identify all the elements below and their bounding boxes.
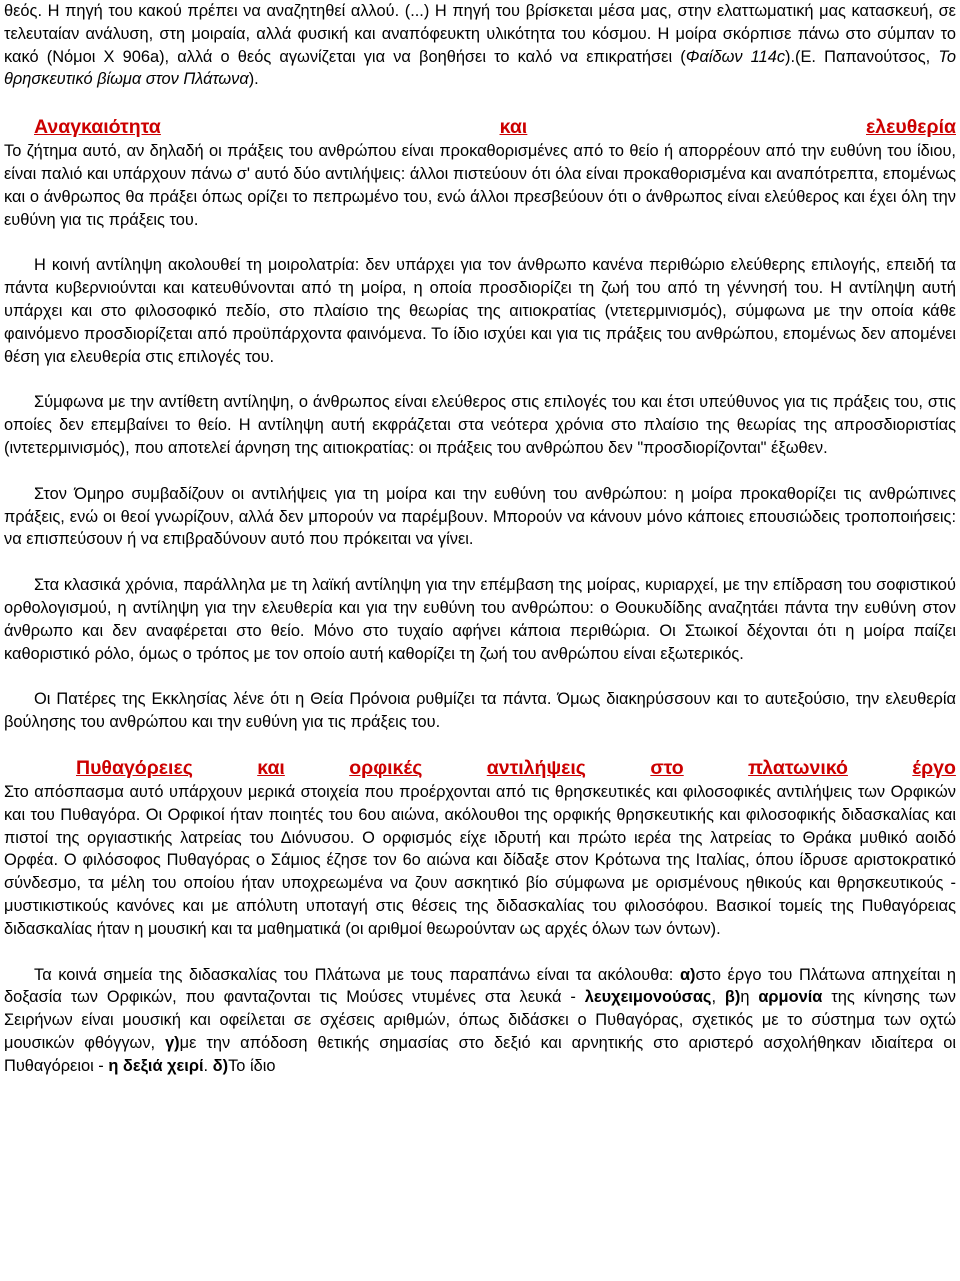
heading-word: στο — [650, 756, 684, 779]
section-heading-necessity-freedom — [34, 115, 956, 140]
bold-run: η δεξιά χειρί — [108, 1056, 204, 1075]
heading-word: ελευθερία — [866, 116, 956, 139]
text-run: της κίνησης των Σειρήνων είναι μουσική και οφείλεται σε σχέσεις αριθμών, όπως διδάσκει ο Πυθαγόρας, σχετικός με το σύστημα των οχτώ μουσικών φθόγγων, — [4, 988, 956, 1052]
paragraph: Οι Πατέρες της Εκκλησίας λένε ότι η Θεία Πρόνοια ρυθμίζει τα πάντα. Όμως διακηρύσσουν και το αυτεξούσιο, την ελευθερία βούλησης του ανθρώπου και την ευθύνη για τις πράξεις του. — [4, 690, 956, 732]
text-run: με την απόδοση θετικής σημασίας στο δεξιό και αρνητικής στο αριστερό ασχολήθηκαν ιδιαίτερα οι Πυθαγόρειοι - — [4, 1033, 956, 1075]
paragraph: Στον Όμηρο συμβαδίζουν οι αντιλήψεις για τη μοίρα και την ευθύνη του ανθρώπου: η μοίρα προκαθορίζει τις ανθρώπινες πράξεις, ενώ οι θεοί γνωρίζουν, αλλά δεν μπορούν να παρέμβουν. Μπορούν να κάνουν μόνο κάποιες επουσιώδεις τροποποιήσεις: να επισπεύσουν ή να επιβραδύνουν αυτό που πρόκειται να γίνει. — [4, 484, 956, 549]
text-run: , — [711, 988, 725, 1007]
bold-run: αρμονία — [758, 988, 823, 1007]
heading-word: ορφικές — [349, 756, 423, 779]
heading-word: Πυθαγόρειες — [76, 756, 193, 779]
intro-text: θεός. Η πηγή του κακού πρέπει να αναζητηθεί αλλού. (...) Η πηγή του βρίσκεται μέσα μας, στην ελαττωματική μας κατασκευή, σε τελευταίαν ανάλυση, στη μοιραία, αλλά φυσική και αναπόφευκτη υλικότητα του κόσμου. Η μοίρα σκόρπισε πάνω στο σύμπαν το κακό (Νόμοι Χ 906a), αλλά ο θεός αγωνίζεται για να βοηθήσει το καλό να επικρατήσει ( — [4, 2, 956, 66]
heading-word: πλατωνικό — [748, 756, 848, 779]
paragraph: Στο απόσπασμα αυτό υπάρχουν μερικά στοιχεία που προέρχονται από τις θρησκευτικές και φιλοσοφικές αντιλήψεις των Ορφικών και του Πυθαγόρα. Οι Ορφικοί ήταν ποιητές του 6ου αιώνα, ακόλουθοι της ορφικής θρησκευτικής και φιλοσοφικής διδασκαλίας και πιστοί της οργιαστικής λατρείας του Διόνυσου. Ο ορφισμός είχε ιδρυτή και πρώτο ιερέα της λατρείας το Θράκα μυθικό αοιδό Ορφέα. Ο φιλόσοφος Πυθαγόρας ο Σάμιος έζησε τον 6ο αιώνα και δίδαξε στον Κρότωνα της Ιταλίας, όπου ίδρυσε αριστοκρατικό σύνδεσμο, τα μέλη του οποίου ήταν υποχρεωμένα να ζουν ασκητικό βίο σύμφωνα με ορισμένους ηθικούς και θρησκευτικούς - μυστικιστικούς κανόνες και με απόλυτη υποταγή στις θέσεις της διδασκαλίας του φιλοσόφου. Βασικοί τομείς της Πυθαγόρειας διδασκαλίας ήταν η μουσική και τα μαθηματικά (οι αριθμοί θεωρούνταν ως αρχές όλων των όντων). — [4, 782, 956, 938]
paragraph: Σύμφωνα με την αντίθετη αντίληψη, ο άνθρωπος είναι ελεύθερος στις επιλογές του και έτσι υπεύθυνος για τις πράξεις του, στις οποίες δεν επεμβαίνει το θείο. Η αντίληψη αυτή εκφράζεται στα νεότερα χρόνια στο πλαίσιο της θεωρίας της απροσδιοριστίας (ιντετερμινισμός), που αποτελεί άρνηση της αιτιοκρατίας: οι πράξεις του ανθρώπου δεν "προσδιορίζονται" έξωθεν. — [4, 393, 956, 457]
paragraph: Το ζήτημα αυτό, αν δηλαδή οι πράξεις του ανθρώπου είναι προκαθορισμένες από το θείο ή απορρέουν από την ευθύνη του ίδιου, είναι παλιό και υπάρχουν πάνω σ' αυτό δύο αντιλήψεις: άλλοι πιστεύουν ότι όλα είναι προκαθορισμένα και αναπότρεπτα, επομένως και ο άνθρωπος θα πράξει όπως ορίζει το πεπρωμένο του, ενώ άλλοι πρεσβεύουν ότι ο άνθρωπος είναι ελεύθερος και έχει όλη την ευθύνη για τις πράξεις του. — [4, 142, 956, 229]
intro-citation: ).(Ε. Παπανούτσος, — [785, 47, 939, 66]
intro-reference: Φαίδων 114c — [685, 47, 786, 66]
section-heading-pythagorean-orphic — [76, 756, 956, 781]
heading-word: αντιλήψεις — [486, 756, 586, 779]
paragraph-platonic-points — [4, 964, 956, 1078]
heading-word: έργο — [912, 756, 956, 779]
bold-run: β) — [724, 988, 741, 1007]
heading-word: και — [499, 116, 528, 139]
heading-word: Αναγκαιότητα — [34, 116, 161, 139]
intro-book-title: Το θρησκευτικό βίωμα στον Πλάτωνα — [4, 47, 957, 89]
bold-run: λευχειμονούσας — [584, 988, 712, 1007]
paragraph: Στα κλασικά χρόνια, παράλληλα με τη λαϊκή αντίληψη για την επέμβαση της μοίρας, κυριαρχεί, με την επίδραση του σοφιστικού ορθολογισμού, η αντίληψη για την ελευθερία και για την ευθύνη του ανθρώπου: ο Θουκυδίδης αναζητάει πάντα την ευθύνη στον άνθρωπο και δεν αναφέρεται στο θείο. Μόνο στο τυχαίο αφήνει κάποια περιθώρια. Οι Στωικοί δέχονται ότι η μοίρα παίζει καθοριστικό ρόλο, όμως ο τρόπος με τον οποίο αυτή καθορίζει τη ζωή του ανθρώπου είναι εξωτερικός. — [4, 576, 956, 663]
text-run: . — [203, 1056, 213, 1075]
text-run: Το ίδιο — [228, 1056, 276, 1075]
intro-paragraph — [4, 0, 956, 91]
text-run: Τα κοινά σημεία της διδασκαλίας του Πλάτωνα με τους παραπάνω είναι τα ακόλουθα: — [34, 965, 680, 984]
intro-end: ). — [248, 70, 259, 89]
bold-run: α) — [679, 965, 696, 984]
paragraph: Η κοινή αντίληψη ακολουθεί τη μοιρολατρία: δεν υπάρχει για τον άνθρωπο κανένα περιθώριο ελεύθερης επιλογής, επειδή τα πάντα κυβερνιούνται και κατευθύνονται από τη μοίρα, η οποία προσδιορίζει τη ζωή του από τη γέννησή του. Η αντίληψη αυτή υπάρχει και στο φιλοσοφικό πεδίο, στο πλαίσιο της θεωρίας της αιτιοκρατίας (ντετερμινισμός), σύμφωνα με την οποία κάθε φαινόμενο προσδιορίζεται από προϋπάρχοντα φαινόμενα. Το ίδιο ισχύει και για τις πράξεις του ανθρώπου, επομένως δεν απομένει θέση για ελευθερία στις επιλογές του. — [4, 256, 956, 366]
text-run: στο έργο του Πλάτωνα απηχείται η δοξασία των Ορφικών, που φανταζονται τις Μούσες ντυμένες στα λευκά - — [4, 965, 956, 1007]
heading-word: και — [257, 756, 285, 779]
text-run: η — [740, 988, 759, 1007]
bold-run: δ) — [212, 1056, 229, 1075]
bold-run: γ) — [165, 1033, 180, 1052]
